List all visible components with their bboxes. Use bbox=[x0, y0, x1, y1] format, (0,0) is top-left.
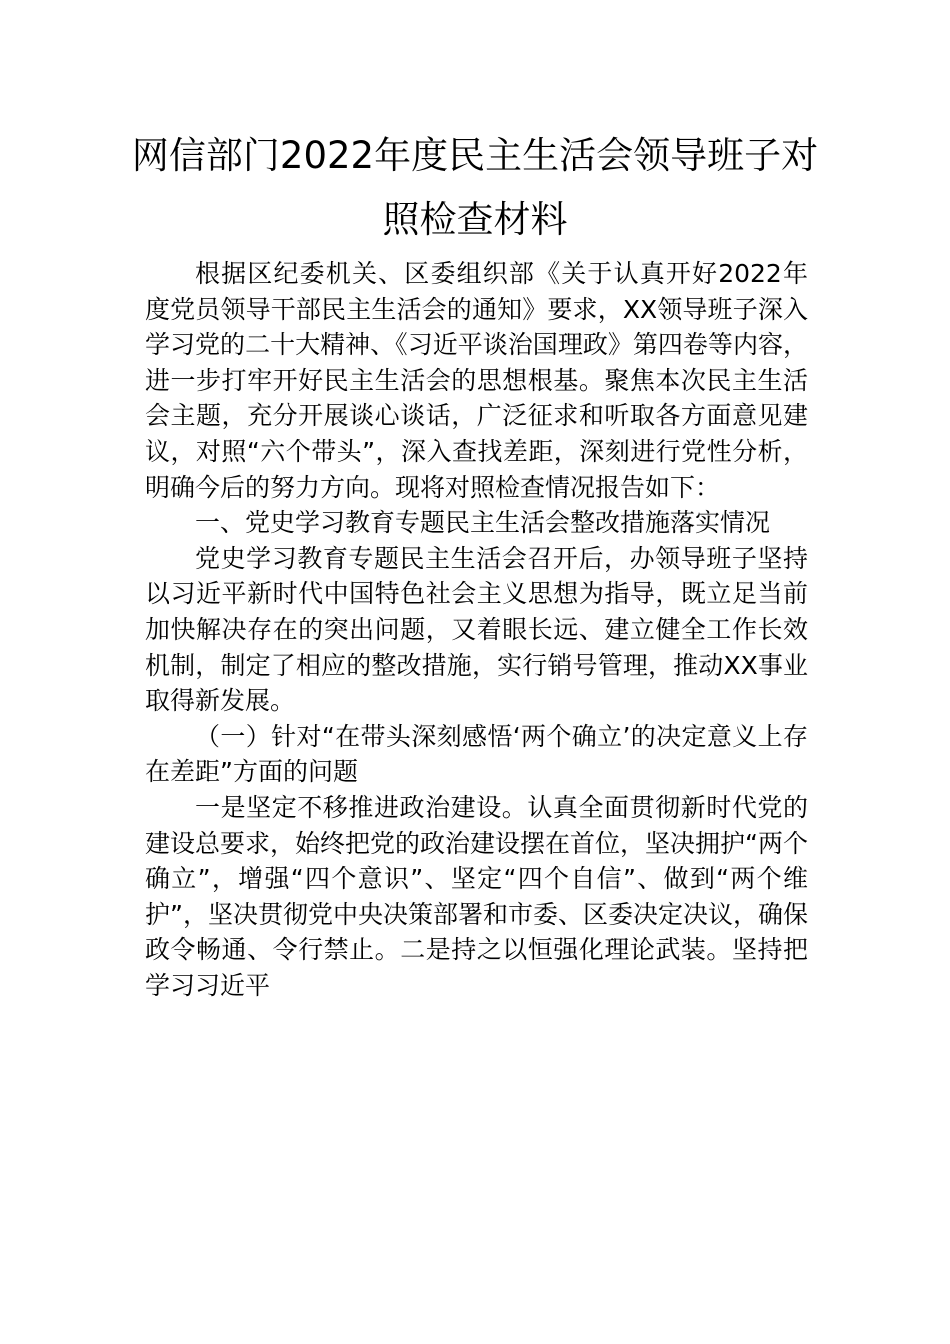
paragraph-subsection-1: 一是坚定不移推进政治建设。认真全面贯彻新时代党的建设总要求，始终把党的政治建设摆在首位，坚决拥护“两个确立”，增强“四个意识”、坚定“四个自信”、做到“两个维护”，坚决贯彻党中央决策部署和市委、区委决定决议，确保政令畅通、令行禁止。二是持之以恒强化理论武装。坚持把学习习近平 bbox=[145, 792, 808, 1000]
document-title-line-2: 照检查材料 bbox=[382, 198, 568, 241]
paragraph-intro: 根据区纪委机关、区委组织部《关于认真开好2022年度党员领导干部民主生活会的通知》要求，XX领导班子深入学习党的二十大精神、《习近平谈治国理政》第四卷等内容，进一步打牢开好民主生活会的思想根基。聚焦本次民主生活会主题，充分开展谈心谈话，广泛征求和听取各方面意见建议，对照“六个带头”，深入查找差距，深刻进行党性分析，明确今后的努力方向。现将对照检查情况报告如下： bbox=[145, 259, 808, 502]
section-heading-1: 一、党史学习教育专题民主生活会整改措施落实情况 bbox=[195, 508, 771, 538]
document-title-line-1: 网信部门2022年度民主生活会领导班子对 bbox=[131, 134, 819, 177]
paragraph-section-1: 党史学习教育专题民主生活会召开后，办领导班子坚持以习近平新时代中国特色社会主义思想为指导，既立足当前加快解决存在的突出问题，又着眼长远、建立健全工作长效机制，制定了相应的整改措施，实行销号管理，推动XX事业取得新发展。 bbox=[145, 543, 808, 716]
document-body bbox=[145, 256, 808, 1003]
subsection-heading-1: （一）针对“在带头深刻感悟‘两个确立’的决定意义上存在差距”方面的问题 bbox=[145, 721, 808, 787]
